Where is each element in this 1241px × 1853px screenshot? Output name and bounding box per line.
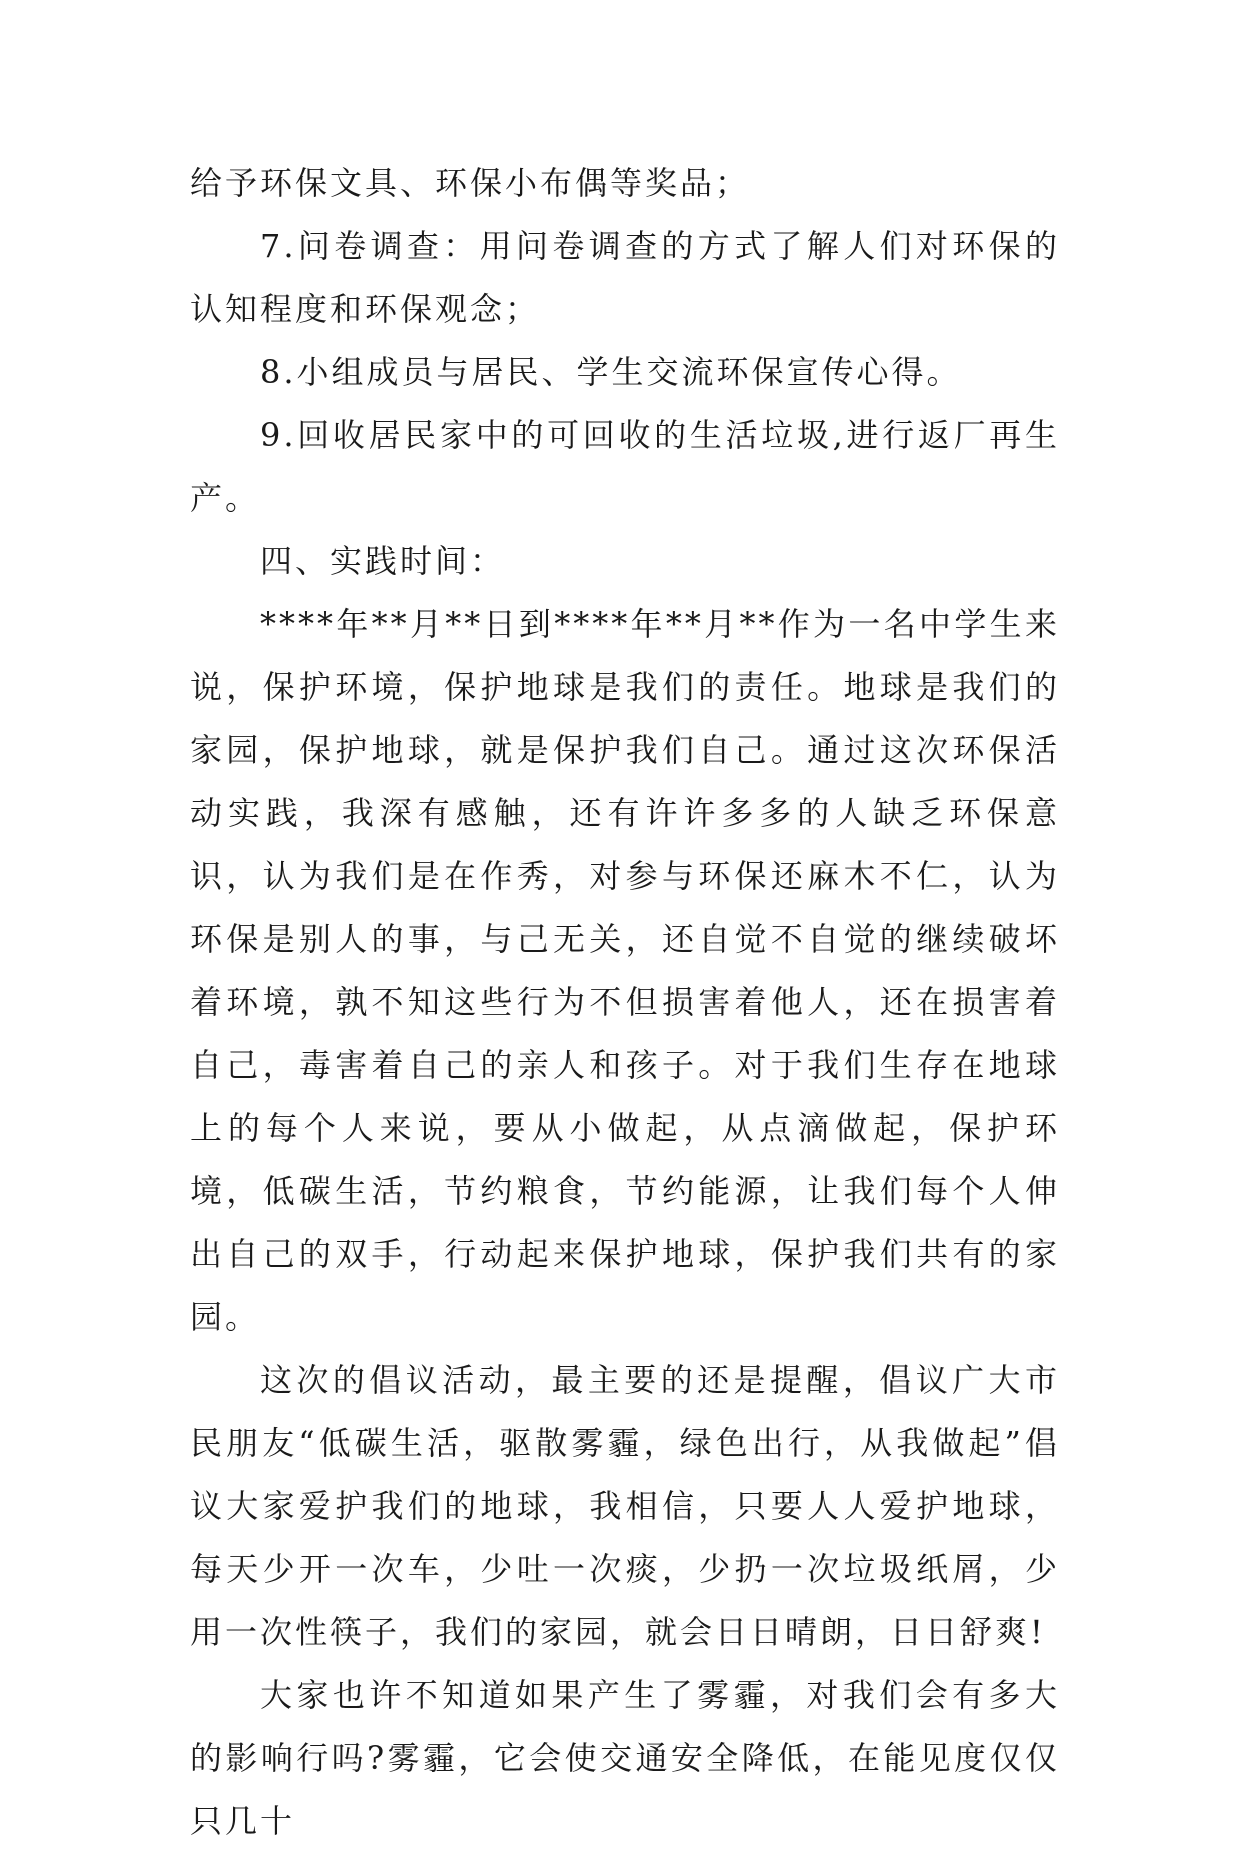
paragraph-item-7-questionnaire: 7.问卷调查：用问卷调查的方式了解人们对环保的认知程度和环保观念； xyxy=(190,227,1060,328)
paragraph-initiative: 这次的倡议活动，最主要的还是提醒，倡议广大市民朋友“低碳生活，驱散雾霾，绿色出行，从我做起”倡议大家爱护我们的地球，我相信，只要人人爱护地球，每天少开一次车，少吐一次痰，少扔一次垃圾纸屑，少用一次性筷子，我们的家园，就会日日晴朗，日日舒爽! xyxy=(190,1361,1060,1651)
paragraph-item-9-recycling: 9.回收居民家中的可回收的生活垃圾,进行返厂再生产。 xyxy=(190,416,1060,517)
paragraph-prize-items: 给予环保文具、环保小布偶等奖品； xyxy=(190,164,751,202)
document-body xyxy=(190,152,1060,1853)
paragraph-practice-reflection: ****年**月**日到****年**月**作为一名中学生来说，保护环境，保护地球是我们的责任。地球是我们的家园，保护地球，就是保护我们自己。通过这次环保活动实践，我深有感触，还有许许多多的人缺乏环保意识，认为我们是在作秀，对参与环保还麻木不仁，认为环保是别人的事，与己无关，还自觉不自觉的继续破坏着环境，孰不知这些行为不但损害着他人，还在损害着自己，毒害着自己的亲人和孩子。对于我们生存在地球上的每个人来说，要从小做起，从点滴做起，保护环境，低碳生活，节约粮食，节约能源，让我们每个人伸出自己的双手，行动起来保护地球，保护我们共有的家园。 xyxy=(190,605,1060,1336)
section-heading-practice-time: 四、实践时间： xyxy=(260,542,506,580)
paragraph-item-8-exchange: 8.小组成员与居民、学生交流环保宣传心得。 xyxy=(260,353,962,391)
paragraph-smog-impact: 大家也许不知道如果产生了雾霾，对我们会有多大的影响行吗?雾霾，它会使交通安全降低，在能见度仅仅只几十 xyxy=(190,1676,1060,1840)
